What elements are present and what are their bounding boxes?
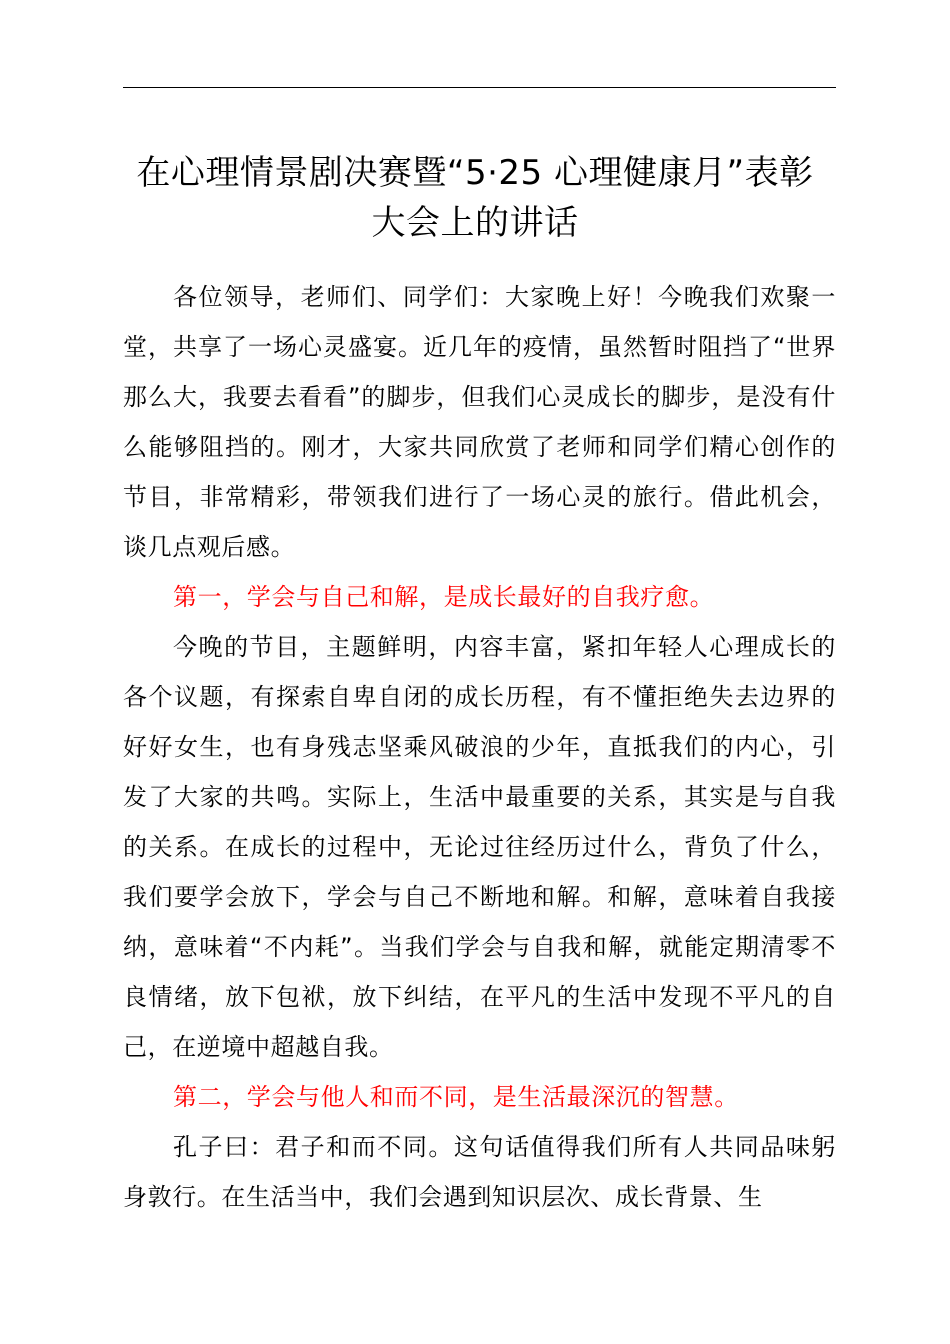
paragraph-intro: 各位领导，老师们、同学们：大家晚上好！今晚我们欢聚一堂，共享了一场心灵盛宴。近几年的疫情，虽然暂时阻挡了“世界那么大，我要去看看”的脚步，但我们心灵成长的脚步，是没有什么能够阻挡的。刚才，大家共同欣赏了老师和同学们精心创作的节目，非常精彩，带领我们进行了一场心灵的旅行。借此机会，谈几点观后感。 [123,283,836,561]
page-title [100,148,850,248]
header-rule [123,87,836,88]
paragraph-section-2: 孔子曰：君子和而不同。这句话值得我们所有人共同品味躬身敦行。在生活当中，我们会遇到知识层次、成长背景、生 [123,1133,836,1211]
section-heading-2: 第二，学会与他人和而不同，是生活最深沉的智慧。 [173,1083,739,1111]
title-line-2: 大会上的讲话 [371,203,579,243]
title-line-1: 在心理情景剧决赛暨“5·25 心理健康月”表彰 [136,153,814,193]
paragraph-section-1: 今晚的节目，主题鲜明，内容丰富，紧扣年轻人心理成长的各个议题，有探索自卑自闭的成长历程，有不懂拒绝失去边界的好好女生，也有身残志坚乘风破浪的少年，直抵我们的内心，引发了大家的共鸣。实际上，生活中最重要的关系，其实是与自我的关系。在成长的过程中，无论过往经历过什么，背负了什么，我们要学会放下，学会与自己不断地和解。和解，意味着自我接纳，意味着“不内耗”。当我们学会与自我和解，就能定期清零不良情绪，放下包袱，放下纠结，在平凡的生活中发现不平凡的自己，在逆境中超越自我。 [123,633,836,1061]
body-text [123,272,836,1222]
section-heading-1: 第一，学会与自己和解，是成长最好的自我疗愈。 [173,583,715,611]
